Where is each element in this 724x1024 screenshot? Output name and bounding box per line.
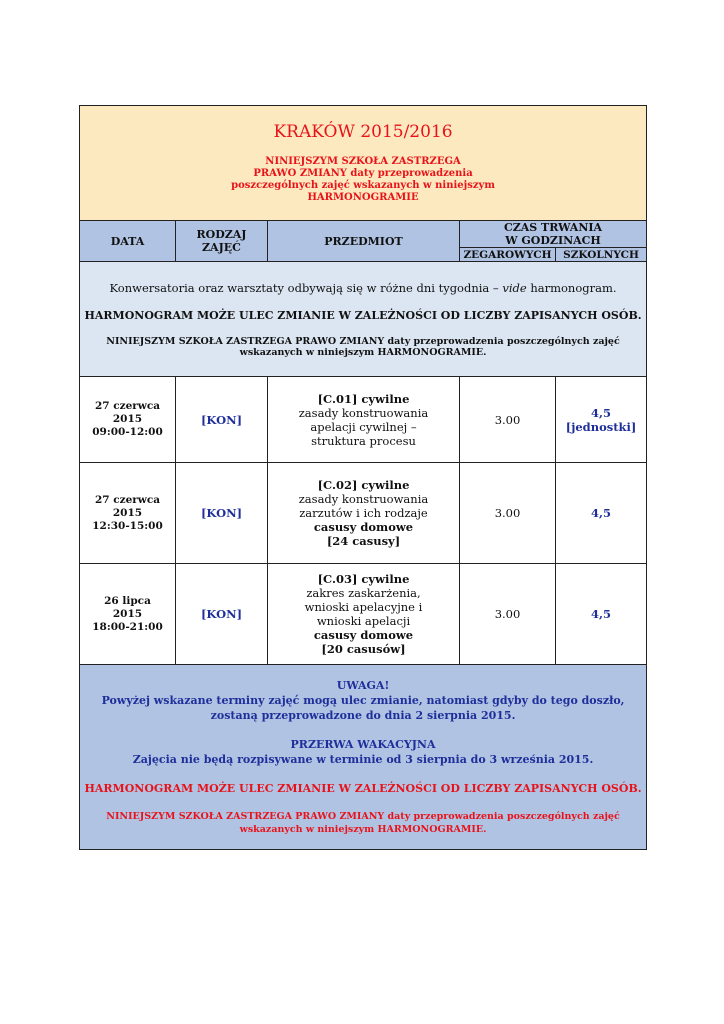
table-row bbox=[80, 463, 647, 564]
column-header-duration bbox=[460, 221, 647, 248]
date-cell: 26 lipca 2015 18:00-21:00 bbox=[80, 564, 176, 665]
kind-cell: [KON] bbox=[176, 564, 268, 665]
info-warning: HARMONOGRAM MOŻE ULEC ZMIANIE W ZALEŻNOŚCI OD LICZBY ZAPISANYCH OSÓB. bbox=[84, 308, 642, 322]
break-text: Zajęcia nie będą rozpisywane w terminie od 3 sierpnia do 3 września 2015. bbox=[132, 753, 594, 766]
duration-label-2: W GODZINACH bbox=[505, 234, 601, 247]
table-row bbox=[80, 564, 647, 665]
school-hours-cell: 4,5 [jednostki] bbox=[556, 377, 647, 463]
kind-cell: [KON] bbox=[176, 377, 268, 463]
schedule-table bbox=[79, 105, 647, 850]
footer-warning: HARMONOGRAM MOŻE ULEC ZMIANIE W ZALEŻNOŚCI OD LICZBY ZAPISANYCH OSÓB. bbox=[84, 782, 642, 795]
column-header-date: DATA bbox=[80, 221, 176, 262]
subject-cell: [C.02] cywilne zasady konstruowania zarzutów i ich rodzaje casusy domowe [24 casusy] bbox=[268, 463, 460, 564]
break-title: PRZERWA WAKACYJNA bbox=[290, 738, 436, 751]
column-header-clock-hours: ZEGAROWYCH bbox=[460, 248, 556, 262]
header-section bbox=[80, 106, 647, 221]
header-subtitle bbox=[80, 156, 646, 204]
info-text: Konwersatoria oraz warsztaty odbywają się w różne dni tygodnia – vide harmonogram. bbox=[109, 280, 617, 295]
column-header-subject: PRZEDMIOT bbox=[268, 221, 460, 262]
attention-block bbox=[80, 678, 646, 723]
subtitle-line: poszczególnych zajęć wskazanych w niniejszym bbox=[231, 180, 495, 191]
break-block bbox=[80, 737, 646, 767]
footer-section bbox=[80, 665, 647, 850]
subtitle-line: HARMONOGRAMIE bbox=[307, 192, 419, 203]
school-hours-cell: 4,5 bbox=[556, 463, 647, 564]
footer-warning-block bbox=[80, 781, 646, 796]
info-section bbox=[80, 262, 647, 377]
clock-hours-cell: 3.00 bbox=[460, 463, 556, 564]
clock-hours-cell: 3.00 bbox=[460, 564, 556, 665]
subject-cell: [C.01] cywilne zasady konstruowania apelacji cywilnej – struktura procesu bbox=[268, 377, 460, 463]
page-title: KRAKÓW 2015/2016 bbox=[273, 122, 453, 142]
date-cell: 27 czerwca 2015 09:00-12:00 bbox=[80, 377, 176, 463]
attention-text: Powyżej wskazane terminy zajęć mogą ulec zmianie, natomiast gdyby do tego doszło, zostaną przeprowadzone do dnia 2 sierpnia 2015. bbox=[101, 694, 625, 722]
info-note: NINIEJSZYM SZKOŁA ZASTRZEGA PRAWO ZMIANY daty przeprowadzenia poszczególnych zajęć wskazanych w niniejszym HARMONOGRAMIE. bbox=[106, 335, 620, 358]
school-hours-cell: 4,5 bbox=[556, 564, 647, 665]
footer-note: NINIEJSZYM SZKOŁA ZASTRZEGA PRAWO ZMIANY daty przeprowadzenia poszczególnych zajęć wskazanych w niniejszym HARMONOGRAMIE. bbox=[106, 811, 620, 835]
subtitle-line: NINIEJSZYM SZKOŁA ZASTRZEGA bbox=[265, 156, 461, 167]
column-header-school-hours: SZKOLNYCH bbox=[556, 248, 647, 262]
date-cell: 27 czerwca 2015 12:30-15:00 bbox=[80, 463, 176, 564]
clock-hours-cell: 3.00 bbox=[460, 377, 556, 463]
subtitle-line: PRAWO ZMIANY daty przeprowadzenia bbox=[253, 168, 473, 179]
duration-label: CZAS TRWANIA bbox=[503, 221, 603, 234]
attention-title: UWAGA! bbox=[336, 679, 390, 692]
table-row bbox=[80, 377, 647, 463]
subject-cell: [C.03] cywilne zakres zaskarżenia, wnioski apelacyjne i wnioski apelacji casusy domowe [20 casusów] bbox=[268, 564, 460, 665]
kind-cell: [KON] bbox=[176, 463, 268, 564]
column-header-kind: RODZAJ ZAJĘĆ bbox=[176, 221, 268, 262]
